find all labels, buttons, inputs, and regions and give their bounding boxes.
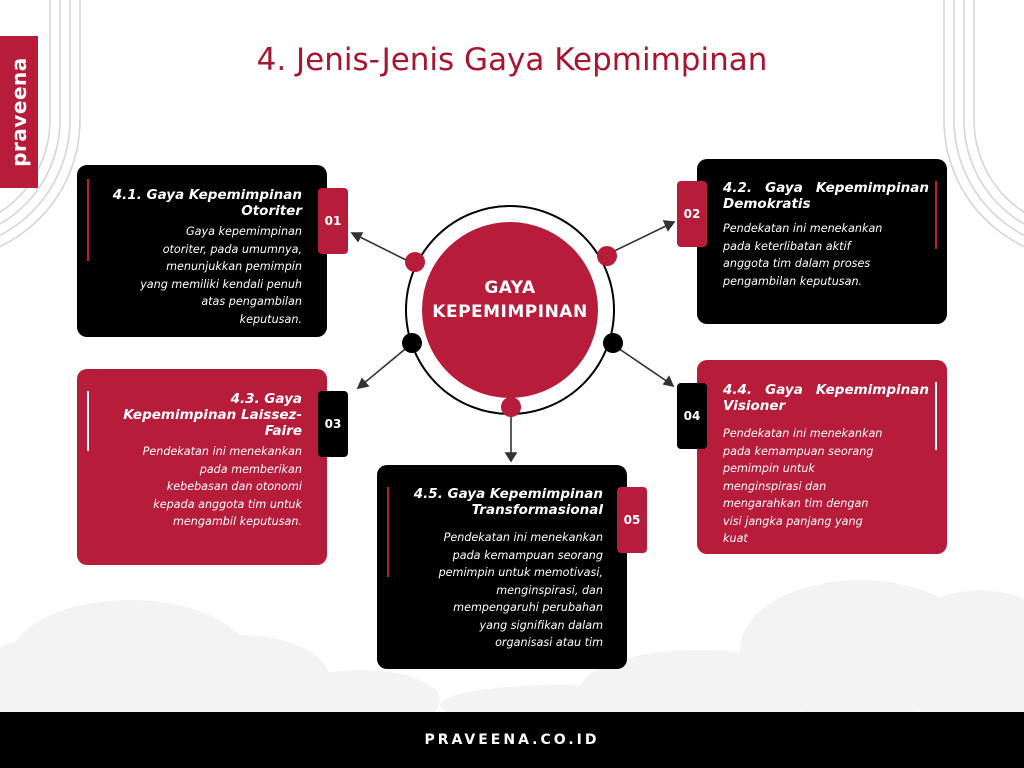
card-otoriter — [77, 165, 327, 337]
center-hub-line2: KEPEMIMPINAN — [432, 302, 588, 322]
card-laissez-faire — [77, 369, 327, 565]
card-body: Gaya kepemimpinan otoriter, pada umumnya, menunjukkan pemimpin yang memiliki kendali penuh atas pengambilan keputusan. — [140, 225, 302, 326]
brand-logo: praveena — [7, 57, 31, 167]
card-title-line2: Demokratis — [723, 196, 811, 212]
center-hub-label — [422, 276, 598, 324]
card-accent-bar — [935, 181, 937, 249]
card-body: Pendekatan ini menekankan pada keterlibatan aktif anggota tim dalam proses pengambilan keputusan. — [723, 222, 883, 288]
card-body: Pendekatan ini menekankan pada kemampuan seorang pemimpin untuk menginspirasi dan mengarahkan tim dengan visi jangka panjang yang kuat — [723, 427, 883, 545]
card-body: Pendekatan ini menekankan pada kemampuan seorang pemimpin untuk memotivasi, menginspirasi, dan mempengaruhi perubahan yang signifikan dalam organisasi atau tim — [438, 531, 603, 649]
center-hub-line1: GAYA — [484, 278, 536, 298]
card-accent-bar — [935, 382, 937, 450]
card-visioner — [697, 360, 947, 554]
card-title: 4.5. Gaya Kepemimpinan Transformasional — [413, 486, 603, 518]
card-title: 4.4. Gaya Kepemimpinan — [723, 382, 929, 398]
number-tag-04: 04 — [677, 383, 707, 449]
footer-bar — [0, 712, 1024, 768]
card-transformasional — [377, 465, 627, 669]
card-title-line2: Visioner — [723, 398, 786, 414]
card-title: 4.1. Gaya Kepemimpinan Otoriter — [112, 187, 302, 219]
number-tag-01: 01 — [318, 188, 348, 254]
card-demokratis — [697, 159, 947, 324]
page-title: 4. Jenis-Jenis Gaya Kepmimpinan — [256, 42, 768, 78]
number-tag-05: 05 — [617, 487, 647, 553]
number-tag-02: 02 — [677, 181, 707, 247]
card-accent-bar — [87, 391, 89, 451]
footer-website: PRAVEENA.CO.ID — [424, 732, 600, 748]
card-title: 4.3. Gaya Kepemimpinan Laissez- Faire — [123, 391, 302, 439]
card-title: 4.2. Gaya Kepemimpinan — [723, 180, 929, 196]
card-accent-bar — [87, 179, 89, 261]
card-accent-bar — [387, 487, 389, 577]
number-tag-03: 03 — [318, 391, 348, 457]
card-body: Pendekatan ini menekankan pada memberikan kebebasan dan otonomi kepada anggota tim untuk mengambil keputusan. — [142, 445, 302, 528]
